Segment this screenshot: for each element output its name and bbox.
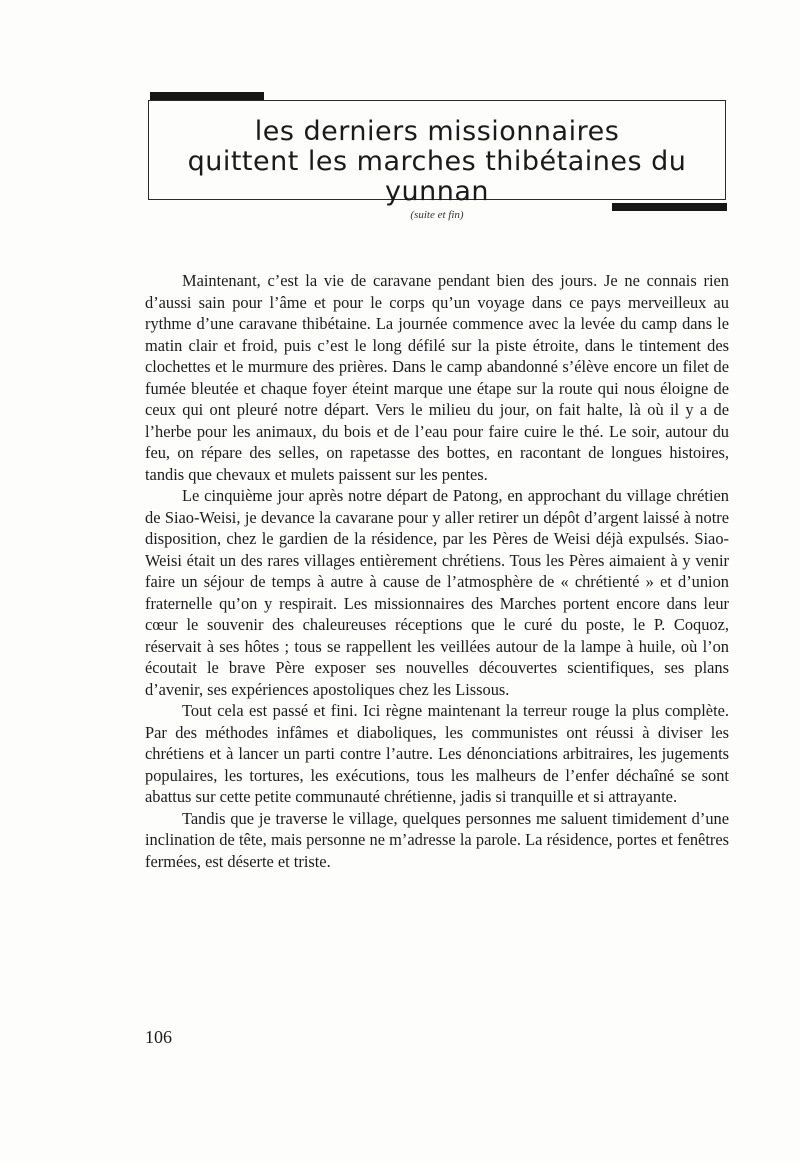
article-title-line-2: quittent les marches thibétaines du yunnan	[187, 146, 687, 207]
decorative-rule-bottom	[612, 203, 727, 211]
article-body	[145, 270, 729, 872]
paragraph-3: Tout cela est passé et fini. Ici règne maintenant la terreur rouge la plus complète. Par des méthodes infâmes et diaboliques, les communistes ont réussi à diviser les chrétiens et à lancer un parti contre l’autre. Les dénonciations arbitraires, les jugements populaires, les tortures, les exécutions, tous les malheurs de l’enfer déchaîné se sont abattus sur cette petite communauté chrétienne, jadis si tranquille et si attrayante.	[145, 701, 729, 806]
article-title-line-1: les derniers missionnaires	[254, 116, 620, 147]
article-subtitle: (suite et fin)	[410, 209, 464, 221]
paragraph-4: Tandis que je traverse le village, quelques personnes me saluent timidement d’une inclination de tête, mais personne ne m’adresse la parole. La résidence, portes et fenêtres fermées, est déserte et triste.	[145, 808, 729, 871]
title-frame	[148, 100, 726, 221]
page-number: 106	[145, 1027, 172, 1047]
decorative-rule-top	[150, 92, 264, 100]
paragraph-1: Maintenant, c’est la vie de caravane pendant bien des jours. Je ne connais rien d’aussi sain pour l’âme et pour le corps qu’un voyage dans ce pays merveilleux au rythme d’une caravane thibétaine. La journée commence avec la levée du camp dans le matin clair et froid, puis c’est le long défilé sur la piste étroite, dans le tintement des clochettes et le murmure des prières. Dans le camp abandonné s’élève encore un filet de fumée bleutée et chaque foyer éteint marque une étape sur la route qui nous éloigne de ceux qui ont pleuré notre départ. Vers le milieu du jour, on fait halte, là où il y a de l’herbe pour les animaux, du bois et de l’eau pour faire cuire le thé. Le soir, autour du feu, on répare des selles, on rapetasse des bottes, en racontant de longues histoires, tandis que chevaux et mulets paissent sur les pentes.	[145, 271, 729, 484]
paragraph-2: Le cinquième jour après notre départ de Patong, en approchant du village chrétien de Siao-Weisi, je devance la cavarane pour y aller retirer un dépôt d’argent laissé à notre disposition, chez le gardien de la résidence, par les Pères de Weisi déjà expulsés. Siao-Weisi était un des rares villages entièrement chrétiens. Tous les Pères aimaient à y venir faire un séjour de temps à autre à cause de l’atmosphère de « chrétienté » et d’union fraternelle qu’on y respirait. Les missionnaires des Marches portent encore dans leur cœur le souvenir des chaleureuses réceptions que le curé du poste, le P. Coquoz, réservait à ses hôtes ; tous se rappellent les veillées autour de la lampe à huile, où l’on écoutait le brave Père exposer ses nouvelles découvertes scientifiques, ses plans d’avenir, ses expériences apostoliques chez les Lissous.	[145, 486, 729, 699]
